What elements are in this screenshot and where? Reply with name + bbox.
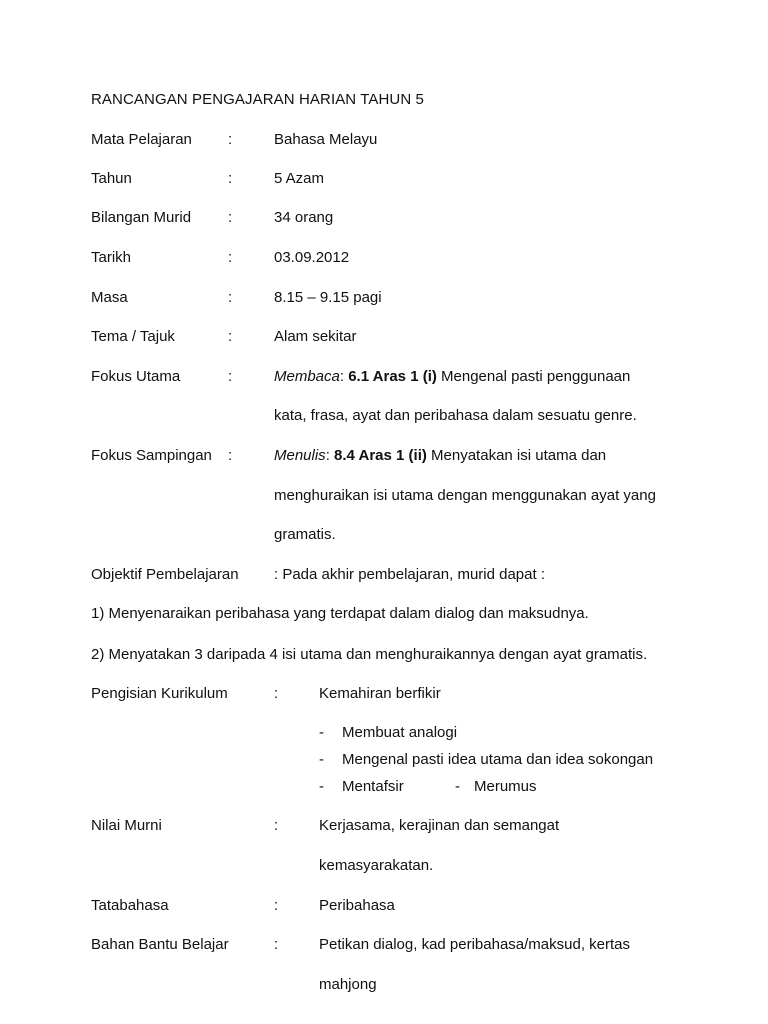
value-fokus-sampingan: Menulis: 8.4 Aras 1 (ii) Menyatakan isi utama dan [274,447,607,464]
label-nilai-murni: Nilai Murni [91,817,162,834]
objektif-item-2: 2) Menyatakan 3 daripada 4 isi utama dan menghuraikannya dengan ayat gramatis. [91,646,648,663]
label-mata-pelajaran: Mata Pelajaran [91,131,192,148]
value-tema: Alam sekitar [274,328,357,345]
objektif-item-1: 1) Menyenaraikan peribahasa yang terdapat dalam dialog dan maksudnya. [91,605,589,622]
value-bilangan-murid: 34 orang [274,209,334,226]
colon: : [228,447,233,464]
label-masa: Masa [91,289,128,306]
value-fokus-utama-line2: kata, frasa, ayat dan peribahasa dalam sesuatu genre. [274,407,637,424]
label-fokus-utama: Fokus Utama [91,368,181,385]
fokus-sampingan-text: Menyatakan isi utama dan [431,447,607,464]
value-pengisian-kurikulum: Kemahiran berfikir [319,685,441,702]
label-fokus-sampingan: Fokus Sampingan [91,447,212,464]
label-tema: Tema / Tajuk [91,328,175,345]
label-tatabahasa: Tatabahasa [91,897,169,914]
bullet-item: Merumus [474,778,537,795]
colon: : [228,209,233,226]
label-tahun: Tahun [91,170,132,187]
bullet-dash: - [319,724,324,741]
colon: : [228,170,233,187]
colon: : [228,289,233,306]
bullet-dash: - [455,778,460,795]
label-bilangan-murid: Bilangan Murid [91,209,192,226]
value-masa: 8.15 – 9.15 pagi [274,289,382,306]
value-nilai-murni-line2: kemasyarakatan. [319,857,434,874]
colon: : [274,685,279,702]
colon: : [274,817,279,834]
colon: : [228,368,233,385]
value-fokus-utama: Membaca: 6.1 Aras 1 (i) Mengenal pasti penggunaan [274,368,631,385]
label-pengisian-kurikulum: Pengisian Kurikulum [91,685,228,702]
bullet-item: Mengenal pasti idea utama dan idea sokongan [342,751,654,768]
value-nilai-murni: Kerjasama, kerajinan dan semangat [319,817,560,834]
colon: : [274,936,279,953]
value-bahan-bantu-belajar-line2: mahjong [319,976,377,993]
fokus-utama-text: Mengenal pasti penggunaan [441,368,631,385]
bullet-item: Membuat analogi [342,724,458,741]
colon: : [274,897,279,914]
value-fokus-sampingan-line2: menghuraikan isi utama dengan menggunakan ayat yang [274,487,656,504]
value-tatabahasa: Peribahasa [319,897,395,914]
fokus-sampingan-code: 8.4 Aras 1 (ii) [334,447,427,464]
value-tarikh: 03.09.2012 [274,249,350,266]
colon: : [228,328,233,345]
bullet-dash: - [319,778,324,795]
value-mata-pelajaran: Bahasa Melayu [274,131,378,148]
fokus-utama-skill: Membaca [274,368,340,385]
bullet-dash: - [319,751,324,768]
bullet-item: Mentafsir [342,778,404,795]
colon: : [228,131,233,148]
document-title: RANCANGAN PENGAJARAN HARIAN TAHUN 5 [91,91,425,108]
fokus-sampingan-skill: Menulis [274,447,326,464]
value-fokus-sampingan-line3: gramatis. [274,526,336,543]
colon: : [228,249,233,266]
value-bahan-bantu-belajar: Petikan dialog, kad peribahasa/maksud, kertas [319,936,631,953]
value-objektif: : Pada akhir pembelajaran, murid dapat : [274,566,545,583]
label-bahan-bantu-belajar: Bahan Bantu Belajar [91,936,229,953]
label-objektif: Objektif Pembelajaran [91,566,239,583]
label-tarikh: Tarikh [91,249,132,266]
value-tahun: 5 Azam [274,170,325,187]
fokus-utama-code: 6.1 Aras 1 (i) [348,368,437,385]
